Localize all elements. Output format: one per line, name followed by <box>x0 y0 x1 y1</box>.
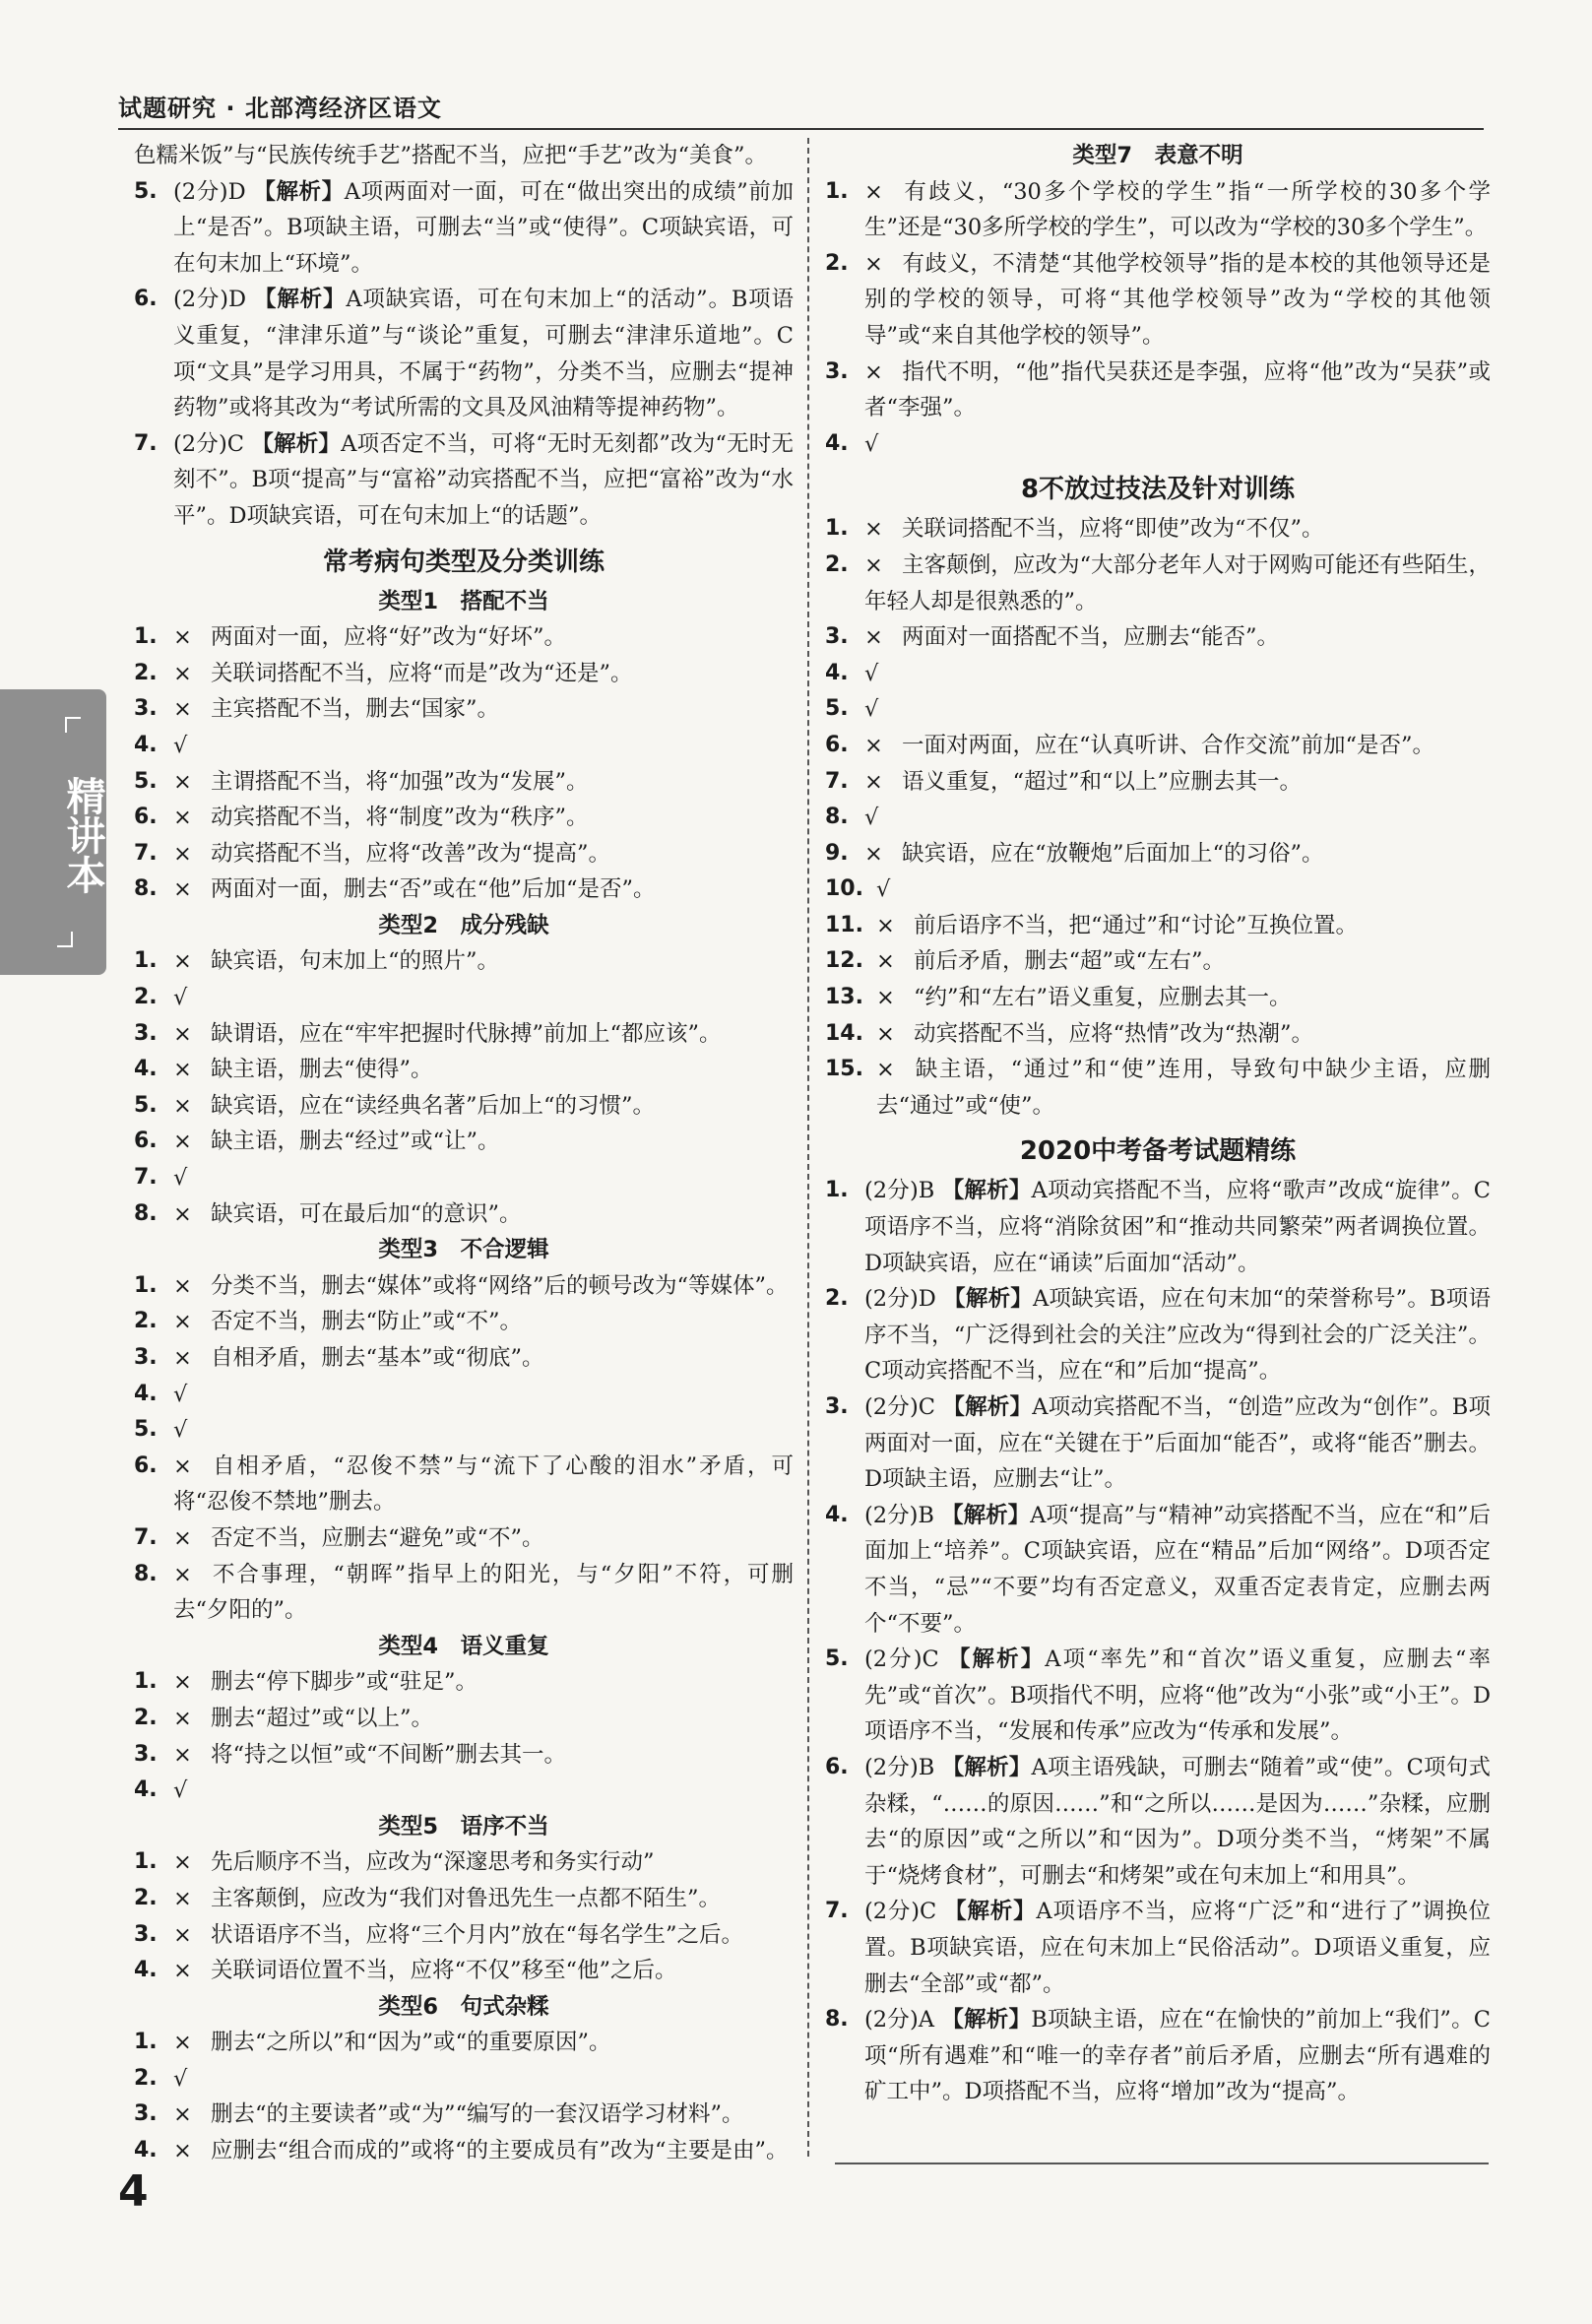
answer-number: 3. <box>134 696 158 722</box>
answer-item <box>134 1304 794 1340</box>
answer-item <box>134 1196 794 1233</box>
answer-text: “约”和“左右”语义重复，应删去其一。 <box>914 985 1292 1011</box>
answer-number: 1. <box>825 178 849 204</box>
answer-choice: (2分)D <box>173 178 246 205</box>
cross-mark-icon: × <box>876 912 895 938</box>
answer-number: 4. <box>134 1777 158 1803</box>
section-title: 8不放过技法及针对训练 <box>1020 475 1296 505</box>
answer-number: 3. <box>134 1921 158 1947</box>
answer-item <box>134 728 794 764</box>
answer-text: 指代不明，“他”指代吴获还是李强，应将“他”改为“吴获”或者“李强”。 <box>864 358 1491 421</box>
answer-number: 3. <box>825 1394 849 1419</box>
answer-item <box>825 1052 1491 1124</box>
cross-mark-icon: × <box>173 624 192 651</box>
answer-item <box>134 1881 794 1917</box>
answer-item <box>825 246 1491 355</box>
answer-text: 动宾搭配不当，应将“热情”改为“热潮”。 <box>914 1020 1314 1047</box>
cross-mark-icon: × <box>864 840 883 867</box>
answer-text: 缺主语，删去“使得”。 <box>211 1057 433 1083</box>
answer-choice: (2分)C <box>864 1394 935 1420</box>
analysis-text: A项语序不当，应将“广泛”和“进行了”调换位置。B项缺宾语，应在句末加上“民俗活动”。D项语义重复，应删去“全部”或“都”。 <box>864 1899 1492 1997</box>
check-mark-icon: √ <box>876 876 891 903</box>
answer-item <box>134 872 794 908</box>
answer-number: 4. <box>825 1502 849 1527</box>
cross-mark-icon: × <box>173 1561 192 1587</box>
answer-text: 缺宾语，应在“读经典名著”后加上“的习惯”。 <box>211 1092 656 1119</box>
check-mark-icon: √ <box>864 696 879 723</box>
answer-number: 3. <box>825 358 849 384</box>
answer-text: 有歧义，“30多个学校的学生”指“一所学校的30多个学生”还是“30多所学校的学生”，可以改为“学校的30多个学生”。 <box>864 178 1491 241</box>
answer-number: 4. <box>134 732 158 757</box>
answer-number: 8. <box>134 876 158 902</box>
answer-item <box>825 728 1491 764</box>
answer-number: 3. <box>134 1345 158 1370</box>
answer-item <box>134 691 794 728</box>
answer-text: 缺主语，删去“经过”或“让”。 <box>211 1129 500 1155</box>
answer-text: 动宾搭配不当，应将“改善”改为“提高”。 <box>211 840 611 867</box>
check-mark-icon: √ <box>864 805 879 831</box>
analysis-text: B项缺主语，应在“在愉快的”前加上“我们”。C项“所有遇难”和“唯一的幸存者”前后矛盾，应删去“所有遇难的矿工中”。D项搭配不当，应将“增加”改为“提高”。 <box>864 2007 1491 2105</box>
answer-number: 7. <box>134 430 158 456</box>
answer-item <box>825 1389 1491 1498</box>
answer-text: 主客颠倒，应改为“我们对鲁迅先生一点都不陌生”。 <box>211 1885 722 1911</box>
answer-item <box>825 1750 1491 1894</box>
answer-item <box>134 2061 794 2098</box>
answer-number: 12. <box>825 948 863 974</box>
answer-text: 缺宾语，句末加上“的照片”。 <box>211 948 500 975</box>
type-title: 类型4 语义重复 <box>378 1633 549 1659</box>
answer-text: 否定不当，应删去“避免”或“不”。 <box>211 1524 544 1551</box>
answer-text: 前后语序不当，把“通过”和“讨论”互换位置。 <box>914 912 1359 938</box>
cross-mark-icon: × <box>173 2101 192 2128</box>
answer-text: 有歧义，不清楚“其他学校领导”指的是本校的其他领导还是别的学校的领导，可将“其他学校领导”改为“学校的其他领导”或“来自其他学校的领导”。 <box>864 250 1491 349</box>
answer-number: 4. <box>134 1958 158 1983</box>
analysis-label: 【解析】 <box>941 1178 1032 1204</box>
answer-choice: (2分)C <box>864 1646 939 1673</box>
answer-item <box>134 980 794 1016</box>
answer-item <box>134 1664 794 1701</box>
answer-number: 4. <box>825 660 849 685</box>
page-header: 试题研究 · 北部湾经济区语文 <box>118 95 442 122</box>
answer-item <box>825 1016 1491 1053</box>
continued-text: 色糯米饭”与“民族传统手艺”搭配不当，应把“手艺”改为“美食”。 <box>134 143 768 168</box>
cross-mark-icon: × <box>173 876 192 903</box>
answer-item <box>134 1160 794 1196</box>
cross-mark-icon: × <box>173 1741 192 1768</box>
answer-number: 8. <box>134 1561 158 1586</box>
answer-number: 4. <box>134 1057 158 1082</box>
answer-number: 3. <box>134 1741 158 1767</box>
answer-item <box>134 1953 794 1989</box>
cross-mark-icon: × <box>173 1705 192 1731</box>
answer-number: 5. <box>134 1417 158 1443</box>
bottom-rule <box>835 2163 1489 2164</box>
answer-item <box>825 1642 1491 1750</box>
answer-item <box>825 980 1491 1016</box>
cross-mark-icon: × <box>173 805 192 831</box>
answer-number: 5. <box>825 1646 849 1672</box>
bracket-bottom-icon <box>57 932 73 947</box>
header-rule <box>118 128 1484 130</box>
answer-item <box>825 174 1491 246</box>
cross-mark-icon: × <box>864 178 883 205</box>
answer-number: 8. <box>825 805 849 830</box>
answer-text: 删去“超过”或“以上”。 <box>211 1705 434 1731</box>
answer-number: 2. <box>134 660 158 685</box>
answer-text: 主谓搭配不当，将“加强”改为“发展”。 <box>211 768 589 795</box>
answer-item <box>134 1844 794 1881</box>
type-title: 类型7 表意不明 <box>1072 143 1243 168</box>
answer-number: 6. <box>134 287 158 312</box>
answer-number: 2. <box>134 985 158 1010</box>
check-mark-icon: √ <box>173 1417 188 1444</box>
answer-text: 关联词搭配不当，应将“而是”改为“还是”。 <box>211 660 633 686</box>
cross-mark-icon: × <box>173 1452 192 1479</box>
answer-item <box>825 426 1491 463</box>
answer-number: 1. <box>134 1272 158 1298</box>
answer-item <box>825 619 1491 656</box>
answer-item <box>134 1016 794 1053</box>
analysis-label: 【解析】 <box>253 178 345 205</box>
answer-item <box>825 943 1491 980</box>
answer-number: 1. <box>134 948 158 974</box>
answer-item <box>134 1917 794 1954</box>
cross-mark-icon: × <box>173 1958 192 1984</box>
answer-number: 3. <box>134 2101 158 2127</box>
answer-item <box>825 656 1491 692</box>
answer-item <box>825 764 1491 801</box>
section-title: 2020中考备考试题精练 <box>1019 1136 1297 1167</box>
cross-mark-icon: × <box>876 948 895 975</box>
answer-text: 删去“停下脚步”或“驻足”。 <box>211 1669 478 1696</box>
cross-mark-icon: × <box>173 1057 192 1083</box>
analysis-label: 【解析】 <box>941 2007 1032 2034</box>
answer-number: 11. <box>825 912 863 937</box>
answer-number: 8. <box>825 2007 849 2033</box>
analysis-text: A项主语残缺，可删去“随着”或“使”。C项句式杂糅，“……的原因……”和“之所以……是因为……”杂糅，应删去“的原因”或“之所以”和“因为”。D项分类不当，“烤架”不属于“烧烤食材”，可删去“和烤架”或在句末加上“和用具”。 <box>864 1754 1491 1889</box>
answer-number: 6. <box>134 805 158 830</box>
analysis-text: A项“率先”和“首次”语义重复，应删去“率先”或“首次”。B项指代不明，应将“他”改为“小张”或“小王”。D项语序不当，“发展和传承”应改为“传承和发展”。 <box>864 1646 1491 1745</box>
answer-number: 1. <box>134 1849 158 1875</box>
cross-mark-icon: × <box>173 2030 192 2056</box>
cross-mark-icon: × <box>173 1345 192 1371</box>
answer-text: 关联词搭配不当，应将“即使”改为“不仅”。 <box>902 516 1324 543</box>
answer-item <box>134 836 794 872</box>
type-title: 类型3 不合逻辑 <box>378 1237 549 1263</box>
analysis-text: A项动宾搭配不当，应将“歌声”改成“旋律”。C项语序不当，应将“消除贫困”和“推动共同繁荣”两者调换位置。D项缺宾语，应在“诵读”后面加“活动”。 <box>864 1178 1491 1276</box>
cross-mark-icon: × <box>864 551 883 578</box>
answer-text: 自相矛盾，删去“基本”或“彻底”。 <box>211 1345 544 1371</box>
answer-item <box>825 908 1491 944</box>
analysis-text: A项缺宾语，应在句末加“的荣誉称号”。B项语序不当，“广泛得到社会的关注”应改为“得到社会的广泛关注”。C项动宾搭配不当，应在“和”后加“提高”。 <box>864 1286 1491 1385</box>
answer-number: 2. <box>825 1286 849 1312</box>
answer-number: 2. <box>134 1309 158 1334</box>
answer-choice: (2分)B <box>864 1502 934 1528</box>
section-title: 常考病句类型及分类训练 <box>322 547 605 577</box>
answer-item <box>134 1124 794 1160</box>
check-mark-icon: √ <box>173 2065 188 2092</box>
type-title: 类型5 语序不当 <box>378 1813 549 1840</box>
answer-number: 4. <box>134 2138 158 2163</box>
answer-item <box>134 1412 794 1449</box>
answer-item <box>134 1088 794 1125</box>
cross-mark-icon: × <box>173 1200 192 1227</box>
answer-item <box>825 1281 1491 1389</box>
analysis-label: 【解析】 <box>941 1754 1032 1780</box>
bracket-top-icon <box>65 717 81 733</box>
answer-item <box>134 2025 794 2061</box>
answer-text: 动宾搭配不当，将“制度”改为“秩序”。 <box>211 805 589 831</box>
answer-text: 一面对两面，应在“认真听讲、合作交流”前加“是否”。 <box>902 732 1435 758</box>
answer-choice: (2分)C <box>864 1899 937 1925</box>
answer-number: 4. <box>134 1381 158 1406</box>
cross-mark-icon: × <box>173 1669 192 1696</box>
answer-choice: (2分)B <box>864 1754 935 1780</box>
answer-text: 两面对一面，删去“否”或在“他”后加“是否”。 <box>211 876 656 903</box>
answer-number: 3. <box>134 1020 158 1046</box>
answer-item <box>134 1557 794 1629</box>
answer-item <box>134 1773 794 1809</box>
check-mark-icon: √ <box>173 1165 188 1192</box>
answer-item <box>134 174 794 283</box>
answer-text: 前后矛盾，删去“超”或“左右”。 <box>914 948 1226 975</box>
answer-number: 9. <box>825 840 849 866</box>
answer-number: 1. <box>134 624 158 650</box>
answer-text: 删去“的主要读者”或“为”“编写的一套汉语学习材料”。 <box>211 2101 744 2128</box>
answer-item <box>134 619 794 656</box>
answer-text: 自相矛盾，“忍俊不禁”与“流下了心酸的泪水”矛盾，可将“忍俊不禁地”删去。 <box>173 1452 794 1516</box>
cross-mark-icon: × <box>173 696 192 723</box>
answer-item <box>134 426 794 535</box>
analysis-text: A项否定不当，可将“无时无刻都”改为“无时无刻不”。B项“提高”与“富裕”动宾搭配不当，应把“富裕”改为“水平”。D项缺宾语，可在句末加上“的话题”。 <box>173 430 794 529</box>
check-mark-icon: √ <box>173 985 188 1011</box>
answer-text: 将“持之以恒”或“不间断”删去其一。 <box>211 1741 567 1768</box>
answer-text: 语义重复，“超过”和“以上”应删去其一。 <box>902 768 1303 795</box>
analysis-label: 【解析】 <box>944 1899 1037 1925</box>
answer-item <box>825 800 1491 836</box>
analysis-text: A项动宾搭配不当，“创造”应改为“创作”。B项两面对一面，应在“关键在于”后面加“能否”，或将“能否”删去。D项缺主语，应删去“让”。 <box>864 1394 1491 1493</box>
answer-item <box>825 836 1491 872</box>
cross-mark-icon: × <box>864 516 883 543</box>
cross-mark-icon: × <box>173 1092 192 1119</box>
answer-item <box>825 2002 1491 2110</box>
answer-number: 15. <box>825 1057 863 1082</box>
answer-item <box>825 355 1491 426</box>
check-mark-icon: √ <box>864 430 879 457</box>
answer-text: 两面对一面，应将“好”改为“好坏”。 <box>211 624 567 651</box>
answer-text: 主客颠倒，应改为“大部分老年人对于网购可能还有些陌生，年轻人却是很熟悉的”。 <box>864 551 1491 614</box>
answer-item <box>134 1737 794 1774</box>
cross-mark-icon: × <box>173 1129 192 1155</box>
answer-choice: (2分)D <box>864 1286 936 1313</box>
answer-number: 14. <box>825 1020 863 1046</box>
answer-text: 状语语序不当，应将“三个月内”放在“每名学生”之后。 <box>211 1921 744 1948</box>
answer-item <box>134 2097 794 2133</box>
analysis-text: A项“提高”与“精神”动宾搭配不当，应在“和”后面加上“培养”。C项缺宾语，应在“精品”后加“网络”。D项否定不当，“忌”“不要”均有否定意义，双重否定表肯定，应删去两个“不要”。 <box>864 1502 1491 1637</box>
answer-text: 缺主语，“通过”和“使”连用，导致句中缺少主语，应删去“通过”或“使”。 <box>876 1057 1491 1119</box>
cross-mark-icon: × <box>173 1849 192 1876</box>
answer-item <box>825 1894 1491 2002</box>
cross-mark-icon: × <box>173 948 192 975</box>
cross-mark-icon: × <box>173 1309 192 1335</box>
cross-mark-icon: × <box>173 1524 192 1551</box>
answer-number: 2. <box>134 1705 158 1730</box>
check-mark-icon: √ <box>173 732 188 758</box>
answer-item <box>825 1173 1491 1281</box>
type-title: 类型2 成分残缺 <box>378 912 549 938</box>
answer-item <box>134 1520 794 1557</box>
answer-number: 2. <box>134 1885 158 1910</box>
right-column <box>825 138 1491 2110</box>
analysis-label: 【解析】 <box>943 1286 1033 1313</box>
answer-text: 缺宾语，应在“放鞭炮”后面加上“的习俗”。 <box>902 840 1324 867</box>
answer-number: 6. <box>134 1452 158 1478</box>
answer-choice: (2分)D <box>173 287 247 313</box>
cross-mark-icon: × <box>876 985 895 1011</box>
answer-text: 删去“之所以”和“因为”或“的重要原因”。 <box>211 2030 611 2056</box>
answer-number: 5. <box>134 1092 158 1118</box>
answer-number: 6. <box>825 732 849 757</box>
cross-mark-icon: × <box>864 624 883 651</box>
answer-number: 7. <box>134 1165 158 1191</box>
cross-mark-icon: × <box>864 732 883 758</box>
answer-number: 1. <box>134 2030 158 2055</box>
cross-mark-icon: × <box>173 660 192 686</box>
analysis-label: 【解析】 <box>947 1646 1046 1673</box>
answer-text: 分类不当，删去“媒体”或将“网络”后的顿号改为“等媒体”。 <box>211 1272 789 1299</box>
answer-number: 6. <box>134 1129 158 1154</box>
answer-item <box>825 511 1491 548</box>
answer-item <box>134 800 794 836</box>
cross-mark-icon: × <box>173 2138 192 2164</box>
cross-mark-icon: × <box>876 1020 895 1047</box>
check-mark-icon: √ <box>173 1381 188 1407</box>
answer-choice: (2分)C <box>173 430 244 457</box>
cross-mark-icon: × <box>173 1020 192 1047</box>
answer-number: 8. <box>134 1200 158 1226</box>
answer-number: 2. <box>825 250 849 276</box>
column-divider <box>807 138 809 2157</box>
answer-item <box>134 1052 794 1088</box>
answer-item <box>134 943 794 980</box>
answer-text: 不合事理，“朝晖”指早上的阳光，与“夕阳”不符，可删去“夕阳的”。 <box>173 1561 794 1624</box>
answer-text: 关联词语位置不当，应将“不仅”移至“他”之后。 <box>211 1958 677 1984</box>
answer-text: 先后顺序不当，应改为“深邃思考和务实行动” <box>211 1849 655 1876</box>
answer-number: 2. <box>134 2065 158 2091</box>
cross-mark-icon: × <box>864 358 883 385</box>
analysis-text: A项两面对一面，可在“做出突出的成绩”前加上“是否”。B项缺主语，可删去“当”或“使得”。C项缺宾语，可在句末加上“环境”。 <box>173 178 794 277</box>
answer-text: 缺谓语，应在“牢牢把握时代脉搏”前加上“都应该”。 <box>211 1020 722 1047</box>
cross-mark-icon: × <box>173 1921 192 1948</box>
cross-mark-icon: × <box>864 250 883 277</box>
answer-number: 5. <box>134 178 158 204</box>
answer-text: 否定不当，删去“防止”或“不”。 <box>211 1309 523 1335</box>
answer-choice: (2分)A <box>864 2007 935 2034</box>
answer-number: 5. <box>825 696 849 722</box>
answer-item <box>825 1498 1491 1642</box>
left-column <box>134 138 794 2169</box>
analysis-text: A项缺宾语，可在句末加上“的活动”。B项语义重复，“津津乐道”与“谈论”重复，可删去“津津乐道地”。C项“文具”是学习用具，不属于“药物”，分类不当，应删去“提神药物”或将其改为“考试所需的文具及风油精等提神药物”。 <box>173 287 794 421</box>
answer-item <box>134 1449 794 1520</box>
side-tab <box>0 689 106 975</box>
answer-item <box>825 691 1491 728</box>
answer-text: 缺宾语，可在最后加“的意识”。 <box>211 1200 522 1227</box>
side-tab-label: 精讲本 <box>60 776 105 894</box>
answer-number: 1. <box>825 516 849 542</box>
answer-number: 3. <box>825 624 849 650</box>
answer-item <box>825 872 1491 908</box>
answer-number: 7. <box>134 1524 158 1550</box>
type-title: 类型6 句式杂糅 <box>378 1993 549 2020</box>
answer-text: 两面对一面搭配不当，应删去“能否”。 <box>902 624 1280 651</box>
answer-number: 7. <box>825 1899 849 1924</box>
analysis-label: 【解析】 <box>942 1394 1033 1420</box>
analysis-label: 【解析】 <box>254 287 347 313</box>
answer-number: 7. <box>134 840 158 866</box>
answer-number: 6. <box>825 1754 849 1779</box>
answer-number: 13. <box>825 985 863 1010</box>
cross-mark-icon: × <box>173 840 192 867</box>
answer-number: 2. <box>825 551 849 577</box>
answer-number: 1. <box>134 1669 158 1695</box>
cross-mark-icon: × <box>876 1057 895 1083</box>
cross-mark-icon: × <box>173 1272 192 1299</box>
answer-number: 5. <box>134 768 158 794</box>
answer-item <box>825 548 1491 619</box>
cross-mark-icon: × <box>173 1885 192 1911</box>
answer-item <box>134 2133 794 2169</box>
answer-number: 4. <box>825 430 849 456</box>
answer-number: 10. <box>825 876 863 902</box>
answer-item <box>134 1701 794 1737</box>
type-title: 类型1 搭配不当 <box>378 588 549 614</box>
answer-choice: (2分)B <box>864 1178 935 1204</box>
cross-mark-icon: × <box>173 768 192 795</box>
answer-item <box>134 282 794 425</box>
cross-mark-icon: × <box>864 768 883 795</box>
answer-item <box>134 1340 794 1377</box>
answer-item <box>134 656 794 692</box>
answer-item <box>134 1377 794 1413</box>
answer-number: 1. <box>825 1178 849 1203</box>
analysis-label: 【解析】 <box>251 430 342 457</box>
answer-number: 7. <box>825 768 849 794</box>
check-mark-icon: √ <box>864 660 879 686</box>
answer-item <box>134 1268 794 1305</box>
page-number: 4 <box>118 2166 149 2217</box>
check-mark-icon: √ <box>173 1777 188 1804</box>
analysis-label: 【解析】 <box>941 1502 1031 1528</box>
answer-text: 应删去“组合而成的”或将“的主要成员有”改为“主要是由”。 <box>211 2138 789 2164</box>
answer-item <box>134 764 794 801</box>
answer-text: 主宾搭配不当，删去“国家”。 <box>211 696 500 723</box>
